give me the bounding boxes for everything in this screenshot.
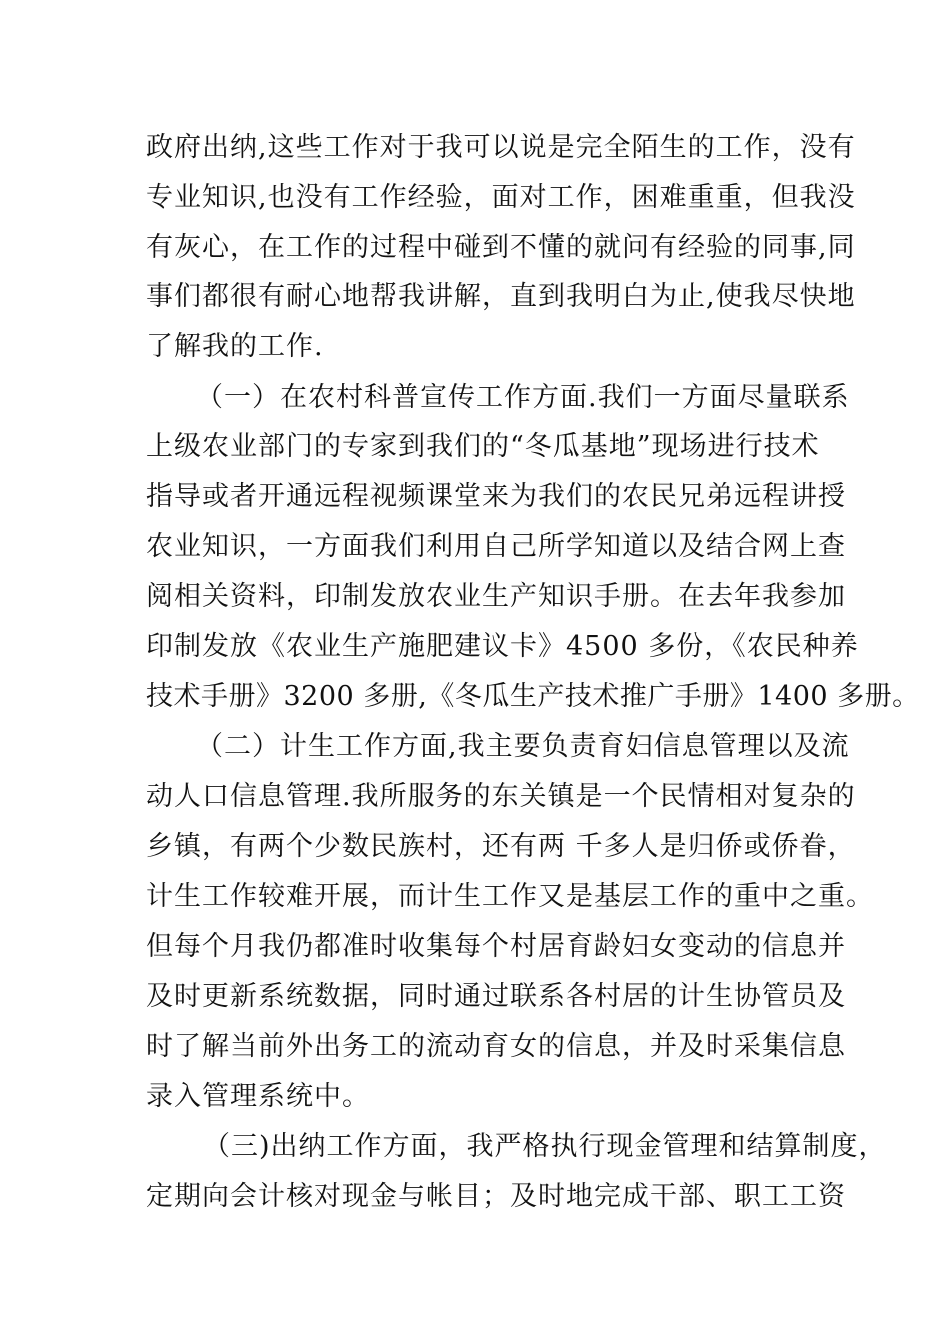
text-line: 录入管理系统中。: [146, 1081, 370, 1112]
text-line: 计生工作较难开展，而计生工作又是基层工作的重中之重。: [146, 881, 874, 912]
text-line: 有灰心，在工作的过程中碰到不懂的就问有经验的同事,同: [146, 232, 856, 263]
text-line: 印制发放《农业生产施肥建议卡》4500 多份，《农民种养: [146, 631, 859, 662]
paragraph-heading-3: （三)出纳工作方面，我严格执行现金管理和结算制度，: [203, 1131, 887, 1162]
text-line: 动人口信息管理.我所服务的东关镇是一个民情相对复杂的: [146, 781, 856, 812]
text-line: 乡镇，有两个少数民族村，还有两 千多人是归侨或侨眷，: [146, 831, 856, 862]
text-line: 但每个月我仍都准时收集每个村居育龄妇女变动的信息并: [146, 931, 846, 962]
text-line: 技术手册》3200 多册,《冬瓜生产技术推广手册》1400 多册。: [146, 681, 920, 712]
text-line: 了解我的工作.: [146, 331, 324, 362]
paragraph-heading-2: （二）计生工作方面,我主要负责育妇信息管理以及流: [196, 731, 850, 762]
text-line: 农业知识，一方面我们利用自己所学知道以及结合网上查: [146, 531, 846, 562]
paragraph-heading-1: （一）在农村科普宣传工作方面.我们一方面尽量联系: [196, 382, 850, 413]
text-line: 事们都很有耐心地帮我讲解，直到我明白为止,使我尽快地: [146, 281, 856, 312]
text-line: 政府出纳,这些工作对于我可以说是完全陌生的工作，没有: [146, 132, 856, 163]
text-line: 阅相关资料，印制发放农业生产知识手册。在去年我参加: [146, 581, 846, 612]
text-line: 定期向会计核对现金与帐目；及时地完成干部、职工工资: [146, 1181, 846, 1212]
text-line: 及时更新系统数据，同时通过联系各村居的计生协管员及: [146, 981, 846, 1012]
text-line: 专业知识,也没有工作经验，面对工作，困难重重，但我没: [146, 182, 856, 213]
text-line: 时了解当前外出务工的流动育女的信息，并及时采集信息: [146, 1031, 846, 1062]
text-line: 上级农业部门的专家到我们的“冬瓜基地”现场进行技术: [146, 431, 820, 462]
text-line: 指导或者开通远程视频课堂来为我们的农民兄弟远程讲授: [146, 481, 846, 512]
